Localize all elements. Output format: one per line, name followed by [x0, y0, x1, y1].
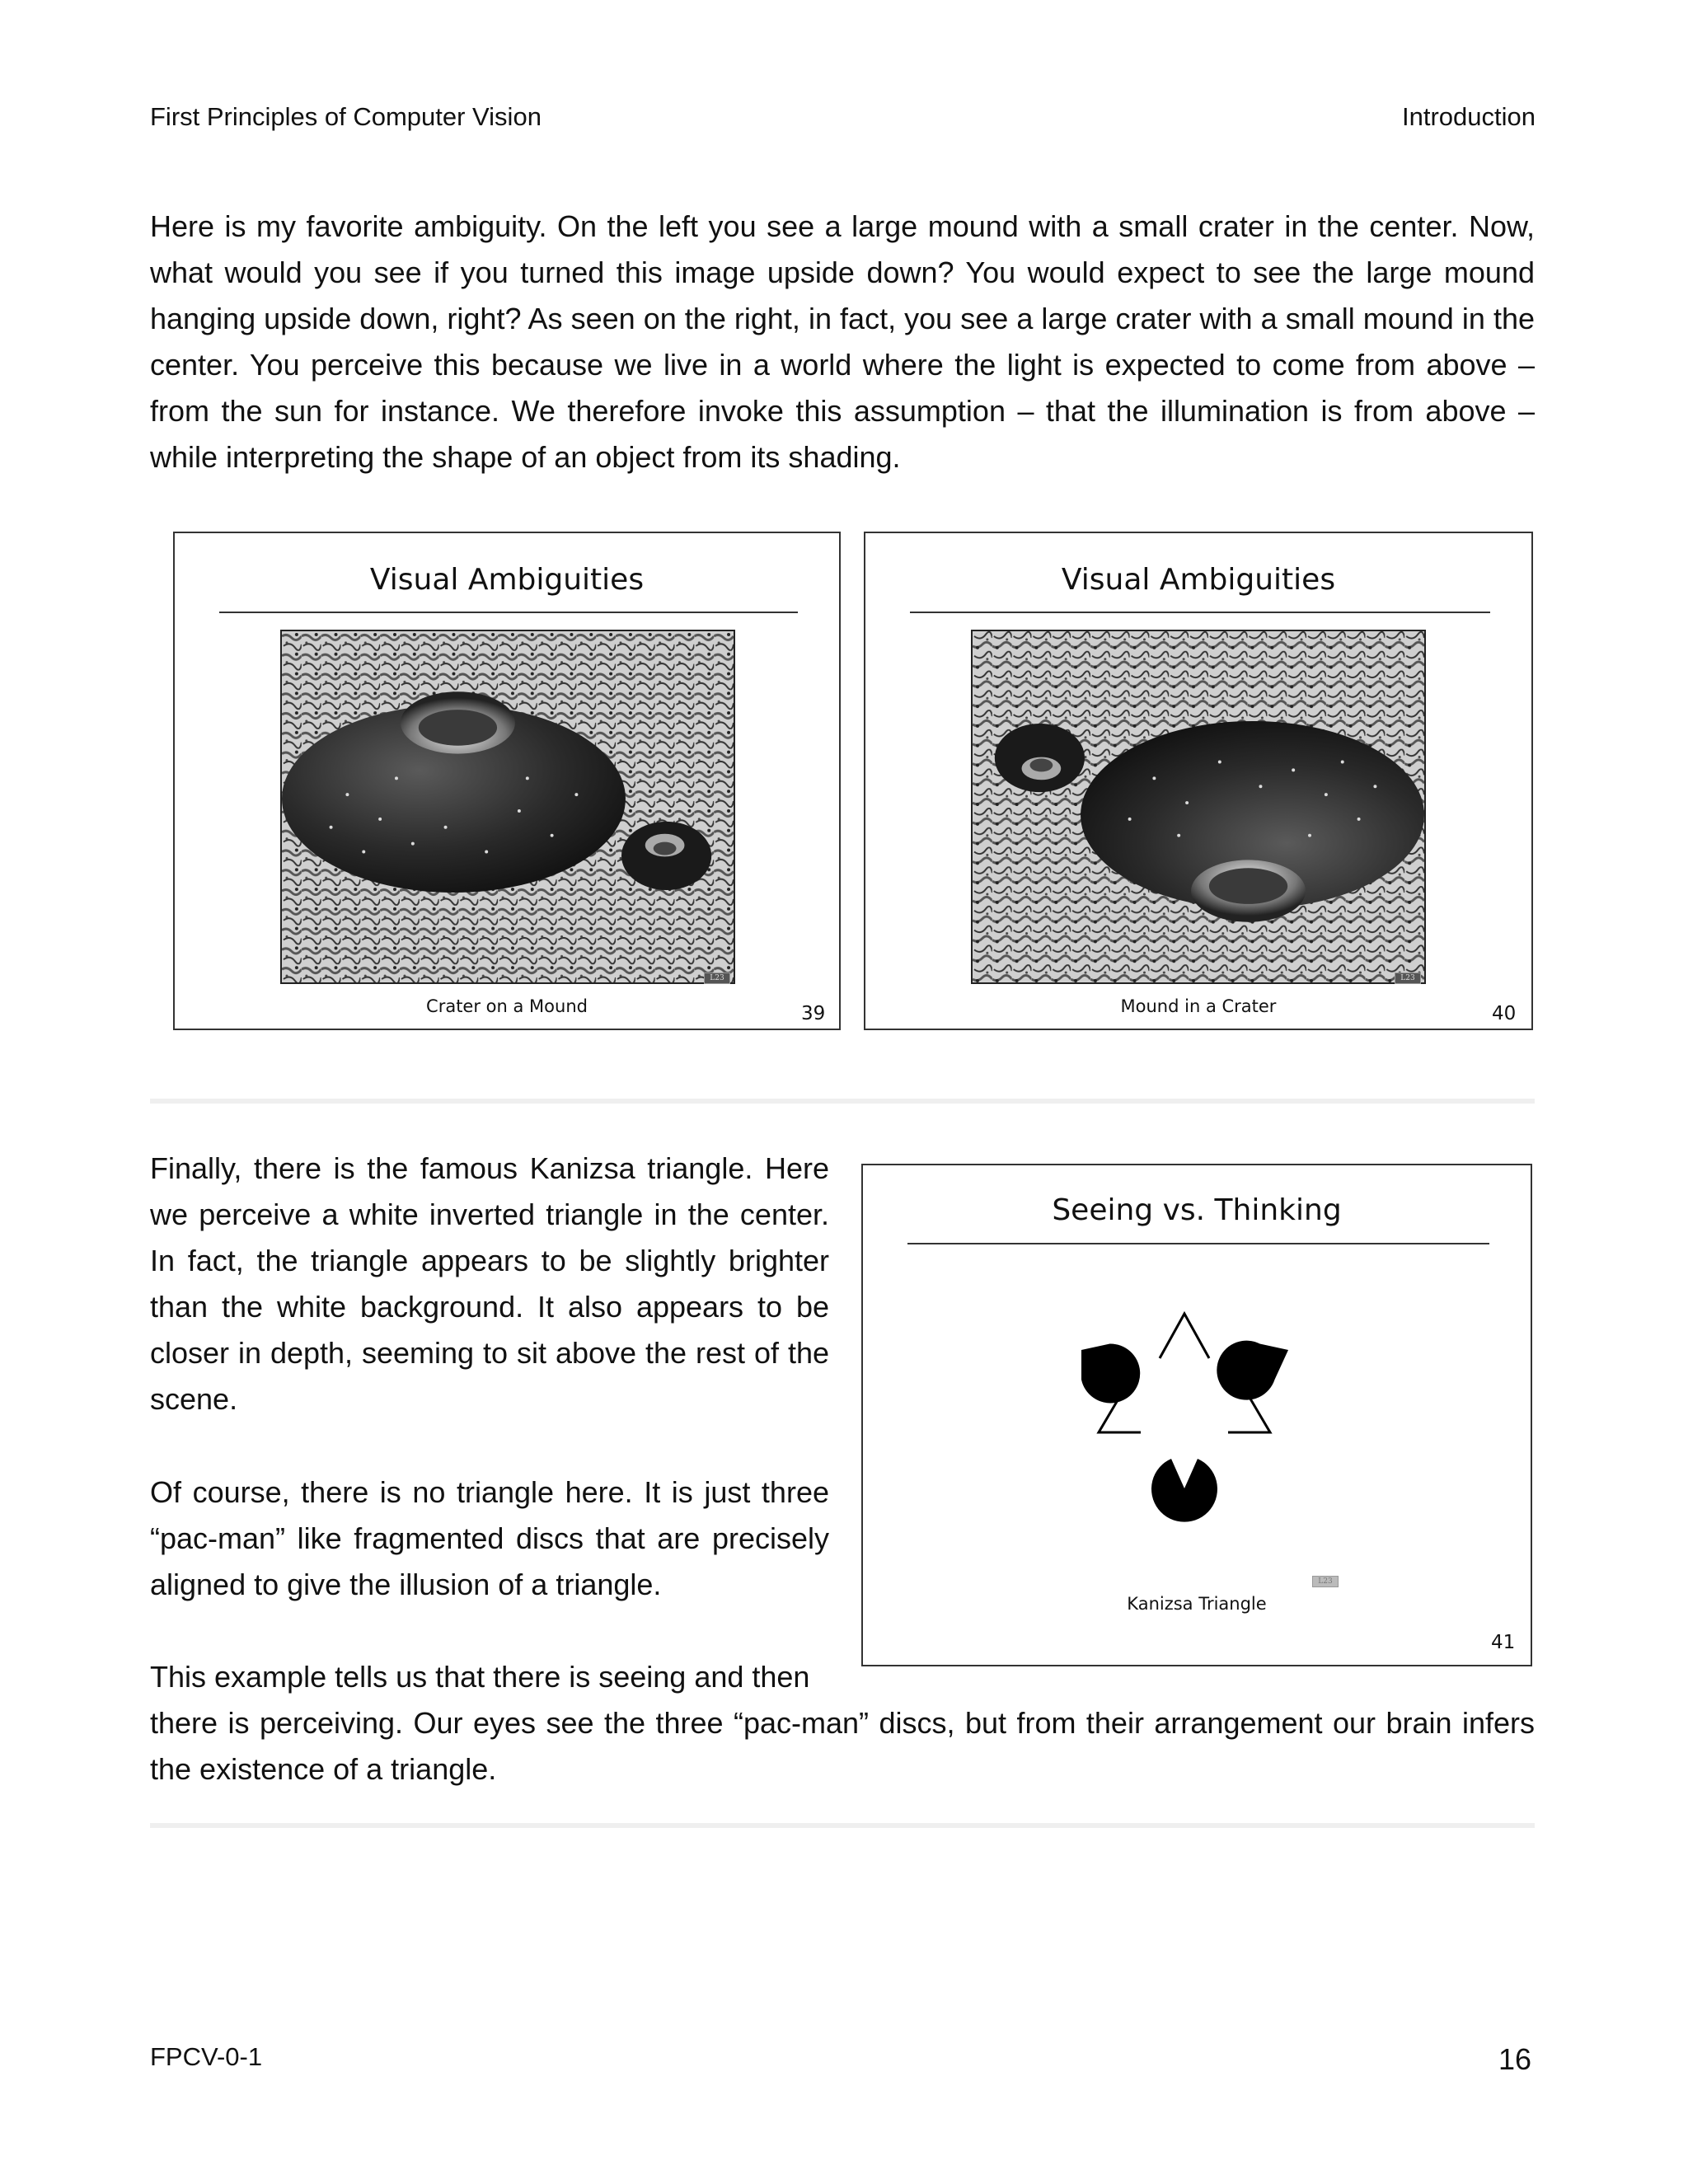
slide-seeing-vs-thinking: [861, 1164, 1532, 1666]
section-separator: [150, 1099, 1535, 1104]
slide-mound-in-crater: [864, 532, 1533, 1030]
pacman-disc-left: [1081, 1343, 1140, 1403]
slide-title-rule: [219, 612, 798, 613]
paragraph-kanizsa-explanation: Of course, there is no triangle here. It is just three “pac-man” like fragmented discs that are precisely aligned to give the illusion of a triangle.: [150, 1475, 829, 1601]
kanizsa-triangle-figure: [1028, 1281, 1357, 1561]
slide-title: Visual Ambiguities: [1061, 563, 1336, 597]
slide-number: 39: [801, 1003, 826, 1024]
slide-title-rule: [907, 1243, 1489, 1244]
slide-caption: Kanizsa Triangle: [1127, 1594, 1267, 1614]
triangle-fragment-top: [1160, 1314, 1209, 1358]
slide-crater-on-mound: [173, 532, 841, 1030]
slide-title-rule: [910, 612, 1490, 613]
slide-number: 40: [1492, 1003, 1517, 1024]
running-header-title: First Principles of Computer Vision: [150, 102, 542, 131]
slide-tag: L23: [1395, 972, 1421, 984]
running-header-section: Introduction: [1402, 102, 1536, 131]
slide-tag: L23: [704, 972, 730, 984]
slide-title: Visual Ambiguities: [369, 563, 645, 597]
paragraph-ambiguity: Here is my favorite ambiguity. On the left you see a large mound with a small crater in the center. Now, what would you see if you turned this image upside down? You would expect to see the large mound hanging upside down, right? As seen on the right, in fact, you see a large crater with a small mound in the center. You perceive this because we live in a world where the light is expected to come from above – from the sun for instance. We therefore invoke this assumption – that the illumination is from above – while interpreting the shape of an object from its shading.: [150, 209, 1535, 474]
section-separator: [150, 1823, 1535, 1828]
slide-caption: Mound in a Crater: [1120, 996, 1277, 1016]
slide-caption: Crater on a Mound: [426, 996, 588, 1016]
pacman-disc-right: [1217, 1341, 1288, 1400]
page-number: 16: [1498, 2042, 1531, 2076]
slide-tag: L23: [1312, 1576, 1339, 1587]
mound-in-crater-photo: [971, 630, 1426, 984]
paragraph-kanizsa-intro: Finally, there is the famous Kanizsa triangle. Here we perceive a white inverted triangle in the center. In fact, the triangle appears to be slightly brighter than the white background. It also appears to be closer in depth, seeming to sit above the rest of the scene.: [150, 1151, 829, 1416]
slide-title: Seeing vs. Thinking: [1052, 1193, 1342, 1227]
pacman-disc-bottom: [1151, 1459, 1217, 1522]
paragraph-seeing-perceiving-start: This example tells us that there is seeing and then: [150, 1660, 810, 1694]
crater-on-mound-photo: [280, 630, 735, 984]
paragraph-seeing-perceiving-end: there is perceiving. Our eyes see the three “pac-man” discs, but from their arrangement our brain infers the existence of a triangle.: [150, 1706, 1535, 1786]
slide-number: 41: [1491, 1632, 1516, 1653]
footer-doc-id: FPCV-0-1: [150, 2042, 263, 2071]
